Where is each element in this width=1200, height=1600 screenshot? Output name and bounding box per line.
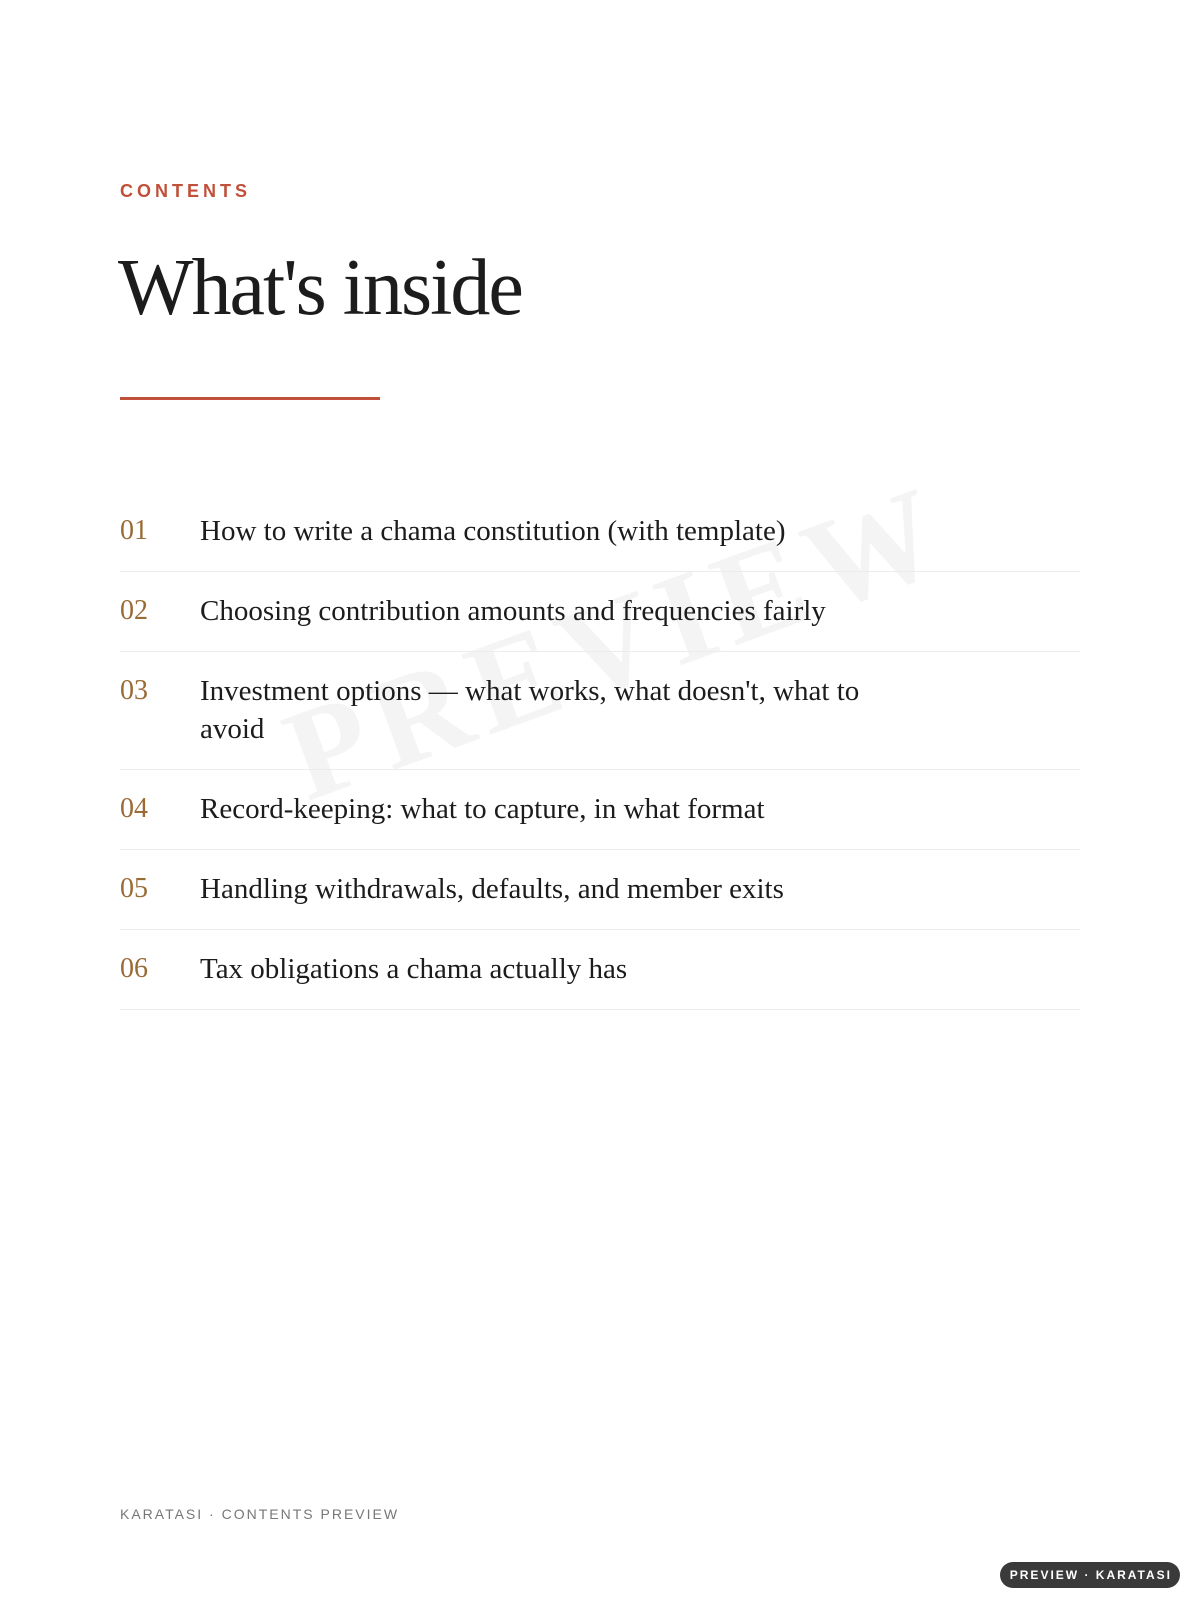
toc-item-01[interactable] <box>120 492 1080 572</box>
toc-item-number: 04 <box>120 793 148 824</box>
toc-item-number: 06 <box>120 953 148 984</box>
toc-item-05[interactable] <box>120 850 1080 930</box>
page-footer: KARATASI · CONTENTS PREVIEW <box>120 1506 400 1522</box>
toc-item-title: Tax obligations a chama actually has <box>200 953 628 985</box>
toc-item-number: 02 <box>120 595 148 626</box>
toc-item-04[interactable] <box>120 770 1080 850</box>
page-title: What's inside <box>118 244 522 332</box>
toc-item-number: 03 <box>120 675 148 706</box>
preview-badge: PREVIEW · KARATASI <box>1000 1562 1180 1588</box>
title-divider <box>120 397 380 400</box>
toc-item-title: How to write a chama constitution (with template) <box>200 515 786 547</box>
toc-item-title: Record-keeping: what to capture, in what format <box>200 793 765 825</box>
toc-item-title: Choosing contribution amounts and frequencies fairly <box>200 595 826 627</box>
toc-item-number: 01 <box>120 515 148 546</box>
toc-item-title: Handling withdrawals, defaults, and member exits <box>200 873 784 905</box>
toc-item-06[interactable] <box>120 930 1080 1010</box>
toc-item-03[interactable] <box>120 652 1080 770</box>
table-of-contents <box>120 492 1080 1010</box>
section-eyebrow: CONTENTS <box>120 181 251 201</box>
toc-item-number: 05 <box>120 873 148 904</box>
toc-item-title: Investment options — what works, what doesn't, what to avoid <box>200 675 860 745</box>
toc-item-02[interactable] <box>120 572 1080 652</box>
